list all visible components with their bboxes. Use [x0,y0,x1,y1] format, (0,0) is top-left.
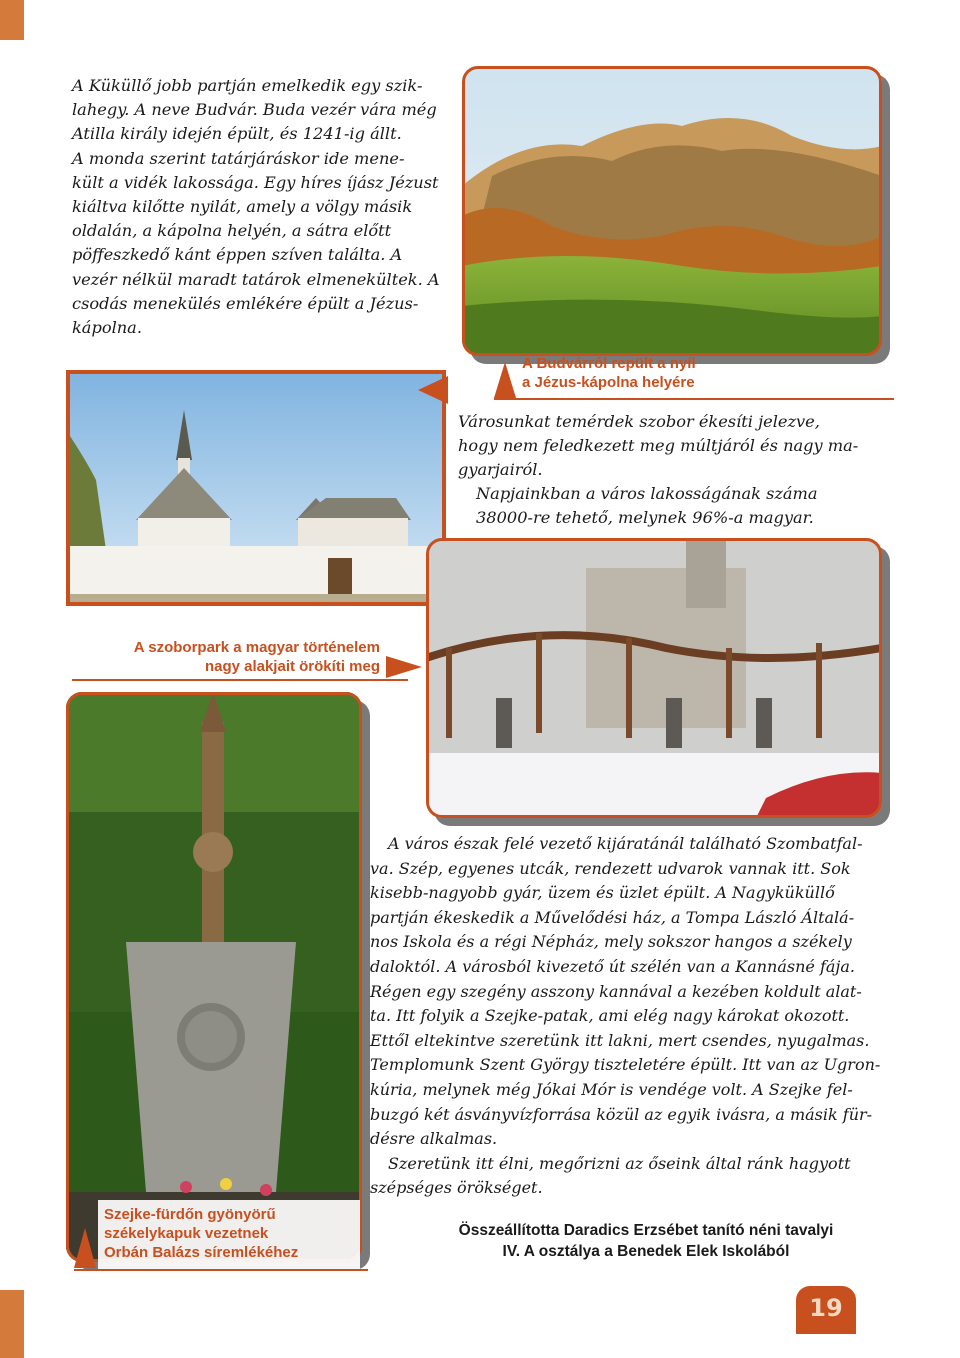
text-line: Városunkat temérdek szobor ékesíti jelezve, [458,412,820,431]
text-line: ta. Itt folyik a Szejke-patak, ami elég nagy károkat okozott. [370,1006,850,1026]
text-line: oldalán, a kápolna helyén, a sátra előtt [72,221,392,241]
caption-underline [494,398,894,400]
text-line: désre alkalmas. [370,1129,498,1149]
text-line: kisebb-nagyobb gyár, üzem és üzlet épült. A Nagyküküllő [370,883,835,903]
caption-line: Szejke-fürdőn gyönyörű [104,1206,276,1223]
caption-line: A szoborpark a magyar történelem [133,639,380,656]
text-line: A Küküllő jobb partján emelkedik egy szik- [72,76,423,95]
caption-line: A Budvárról repült a nyíl [522,355,696,372]
credit-line: IV. A osztálya a Benedek Elek Iskolából [502,1243,790,1260]
text-line: Régen egy szegény asszony kannával a kezében koldult alat- [370,981,862,1001]
text-line: partján ékeskedik a Művelődési ház, a Tompa László Általá- [370,907,855,927]
text-line: Napjainkban a város lakosságának száma [476,484,818,503]
text-line: Szeretünk itt élni, megőrizni az őseink által ránk hagyott [388,1153,851,1173]
caption-pointer-icon [74,1228,96,1268]
text-line: gyarjairól. [458,460,543,479]
page-number: 19 [809,1294,843,1322]
caption-pointer-icon [494,362,516,398]
credit-line: Összeállította Daradics Erzsébet tanító néni tavalyi [458,1222,834,1239]
text-line: kült a vidék lakossága. Egy híres íjász Jézust [72,172,439,192]
side-decor-top [0,0,24,40]
text-line: csodás menekülés emlékére épült a Jézus- [72,293,419,313]
paragraph-budvar [72,74,454,340]
text-line: buzgó két ásványvízforrása közül az egyik ivásra, a másik für- [370,1104,873,1124]
photo-frame [426,538,882,818]
text-line: A monda szerint tatárjáráskor ide mene- [72,148,405,168]
text-line: pöffeszkedő kánt éppen szíven találta. A [72,245,403,265]
caption-pointer-icon [386,656,422,678]
text-line: kúria, melynek még Jókai Mór is vendége volt. A Szejke fel- [370,1079,853,1099]
caption-szoborpark [72,638,380,676]
caption-underline [72,679,408,681]
text-line: A város észak felé vezető kijáratánál található Szombatfal- [388,834,863,853]
text-line: Atilla király idején épült, és 1241-ig állt. [72,124,402,144]
author-credit [406,1220,886,1262]
side-decor-bottom [0,1290,24,1358]
text-line: Ettől eltekintve szeretünk itt lakni, mert csendes, nyugalmas. [370,1030,870,1050]
caption-szejke [104,1205,354,1262]
photo-frame [462,66,882,356]
caption-line: Orbán Balázs síremlékéhez [104,1244,299,1261]
text-line: szépséges örökséget. [370,1178,543,1198]
text-line: vezér nélkül maradt tatárok elmenekültek. A [72,269,440,289]
text-line: va. Szép, egyenes utcák, rendezett udvarok vannak itt. Sok [370,858,851,878]
caption-underline [74,1269,368,1271]
caption-line: székelykapuk vezetnek [104,1225,269,1242]
text-line: kiáltva kilőtte nyilát, amely a völgy másik [72,197,413,217]
text-line: kápolna. [72,318,142,338]
text-line: nos Iskola és a régi Népház, mely sokszor hangos a székely [370,932,852,952]
text-line: Templomunk Szent György tiszteletére épült. Itt van az Ugron- [370,1055,881,1075]
photo-frame [66,692,362,1262]
caption-line: nagy alakjait örökíti meg [204,658,380,675]
photo-frame [66,370,446,606]
caption-line: a Jézus-kápolna helyére [522,374,695,391]
paragraph-varos [370,832,892,1201]
text-line: lahegy. A neve Budvár. Buda vezér vára még [72,100,437,120]
paragraph-szobor [458,410,892,530]
pointer-arrow-icon [418,376,448,404]
text-line: hogy nem feledkezett meg múltjáról és nagy ma- [458,436,859,455]
text-line: daloktól. A városból kivezető út szélén van a Kannásné fája. [370,956,855,976]
caption-budvar [522,354,822,392]
text-line: 38000-re tehető, melynek 96%-a magyar. [476,508,814,527]
